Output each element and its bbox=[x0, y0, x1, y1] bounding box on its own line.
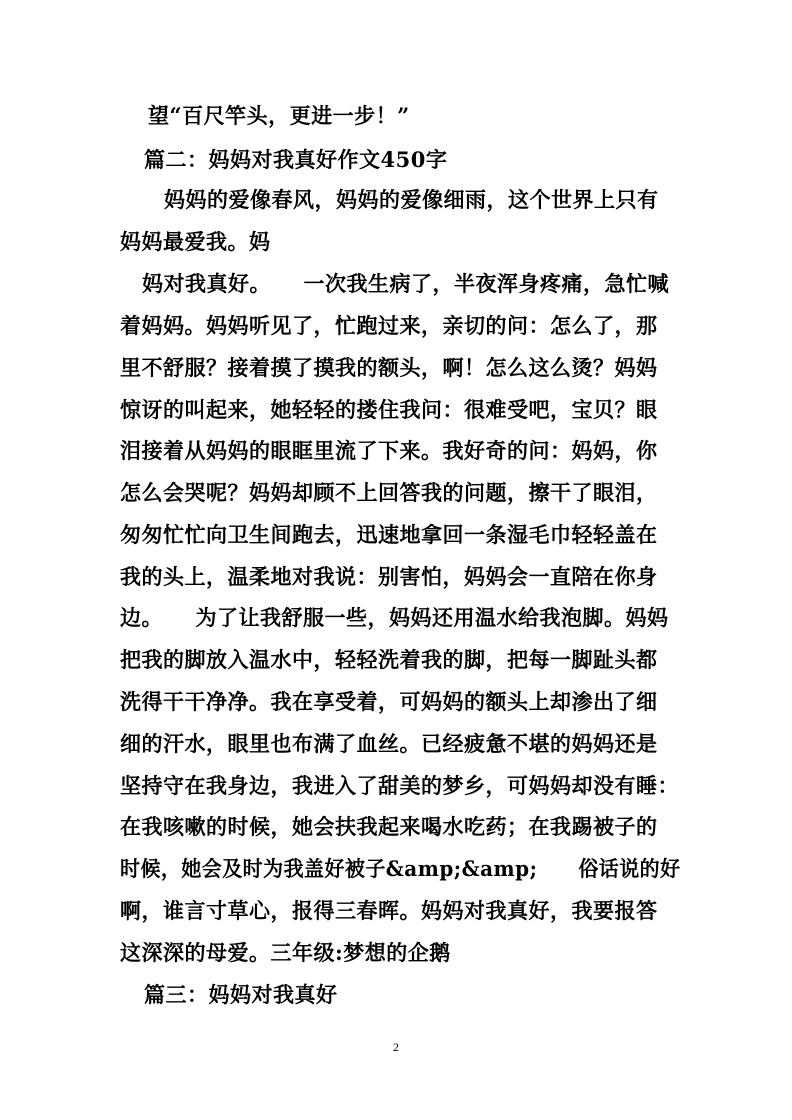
page-number: 2 bbox=[393, 1040, 399, 1054]
text-line: 匆匆忙忙向卫生间跑去，迅速地拿回一条湿毛巾轻轻盖在 bbox=[120, 522, 658, 547]
text-line: 洗得干干净净。我在享受着，可妈妈的额头上却渗出了细 bbox=[120, 689, 658, 714]
text-line: 惊讶的叫起来，她轻轻的搂住我问：很难受吧，宝贝？眼 bbox=[120, 397, 658, 422]
text-line: 泪接着从妈妈的眼眶里流了下来。我好奇的问：妈妈，你 bbox=[120, 438, 658, 463]
text-line: 时候，她会及时为我盖好被子&amp;&amp; 俗话说的好 bbox=[120, 856, 681, 881]
text-line: 里不舒服？接着摸了摸我的额头，啊！怎么这么烫？妈妈 bbox=[120, 355, 658, 380]
section-heading: 篇二：妈妈对我真好作文450字 bbox=[144, 147, 448, 172]
section-heading: 篇三：妈妈对我真好 bbox=[144, 982, 338, 1007]
text-line: 细的汗水，眼里也布满了血丝。已经疲惫不堪的妈妈还是 bbox=[120, 731, 658, 756]
text-line: 望“百尺竿头，更进一步！” bbox=[148, 103, 410, 128]
text-line: 把我的脚放入温水中，轻轻洗着我的脚，把每一脚趾头都 bbox=[120, 647, 658, 672]
text-line: 我的头上，温柔地对我说：别害怕，妈妈会一直陪在你身 bbox=[120, 564, 658, 589]
text-line: 在我咳嗽的时候，她会扶我起来喝水吃药；在我踢被子的 bbox=[120, 814, 658, 839]
text-line: 这深深的母爱。三年级:梦想的企鹅 bbox=[120, 940, 451, 965]
text-line: 着妈妈。妈妈听见了，忙跑过来，亲切的问：怎么了，那 bbox=[120, 313, 658, 338]
text-line: 坚持守在我身边，我进入了甜美的梦乡，可妈妈却没有睡： bbox=[120, 773, 679, 798]
text-line: 妈妈的爱像春风，妈妈的爱像细雨，这个世界上只有 bbox=[164, 187, 659, 212]
text-line: 妈对我真好。 一次我生病了，半夜浑身疼痛，急忙喊 bbox=[142, 271, 669, 296]
text-line: 边。 为了让我舒服一些，妈妈还用温水给我泡脚。妈妈 bbox=[120, 605, 669, 630]
text-line: 啊，谁言寸草心，报得三春晖。妈妈对我真好，我要报答 bbox=[120, 898, 658, 923]
text-line: 怎么会哭呢？妈妈却顾不上回答我的问题，擦干了眼泪， bbox=[120, 480, 658, 505]
text-line: 妈妈最爱我。妈 bbox=[120, 229, 271, 254]
